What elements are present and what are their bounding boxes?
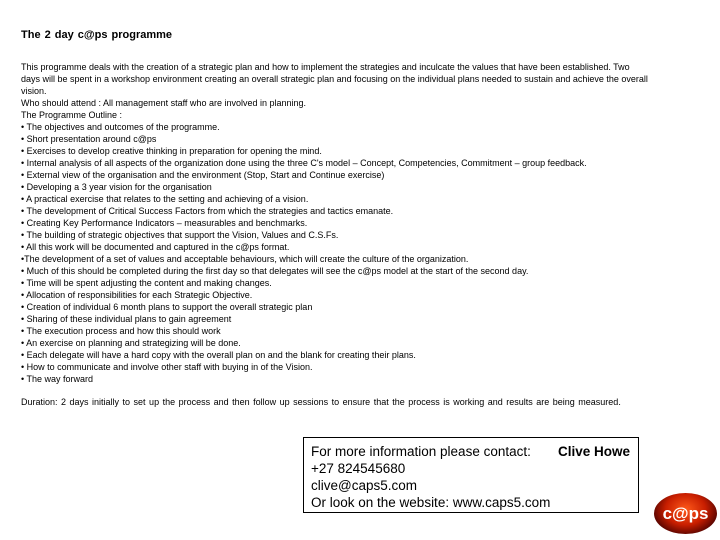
outline-item: • Time will be spent adjusting the content and making changes. (21, 278, 272, 288)
outline-item: • Short presentation around c@ps (21, 134, 157, 144)
intro-line: vision. (21, 86, 47, 96)
outline-item: • How to communicate and involve other staff with buying in of the Vision. (21, 362, 313, 372)
contact-box (303, 437, 639, 513)
caps-logo (654, 493, 717, 534)
outline-item: • External view of the organisation and the environment (Stop, Start and Continue exercise) (21, 170, 385, 180)
programme-body (21, 61, 648, 384)
outline-item: •The development of a set of values and acceptable behaviours, which will create the culture of the organization. (21, 254, 469, 264)
outline-item: • Exercises to develop creative thinking in preparation for opening the mind. (21, 146, 322, 156)
outline-item: • An exercise on planning and strategizing will be done. (21, 338, 241, 348)
intro-line: This programme deals with the creation of a strategic plan and how to implement the strategies and inculcate the values that have been established. Two (21, 62, 630, 72)
outline-item: • A practical exercise that relates to the setting and achieving of a vision. (21, 194, 309, 204)
outline-item: • Each delegate will have a hard copy with the overall plan on and the blank for creating their plans. (21, 350, 416, 360)
outline-item: • The development of Critical Success Factors from which the strategies and tactics emanate. (21, 206, 394, 216)
outline-item: • The way forward (21, 374, 94, 384)
contact-name: Clive Howe (557, 444, 630, 459)
contact-first-row (311, 443, 630, 460)
outline-item: • Much of this should be completed during the first day so that delegates will see the c@ps model at the start of the second day. (21, 266, 529, 276)
outline-item: • Internal analysis of all aspects of the organization done using the three C's model – Concept, Competencies, Commitment – group feedback. (21, 158, 587, 168)
page-title: The 2 day c@ps programme (21, 29, 173, 41)
outline-item: • The execution process and how this should work (21, 326, 221, 336)
outline-item: • Creation of individual 6 month plans to support the overall strategic plan (21, 302, 313, 312)
outline-item: • Developing a 3 year vision for the organisation (21, 182, 212, 192)
contact-label: For more information please contact: (311, 444, 531, 459)
contact-phone: +27 824545680 (311, 461, 406, 476)
logo-text: c@ps (662, 503, 709, 523)
duration-text: Duration: 2 days initially to set up the process and then follow up sessions to ensure that the process is working and results are being measured. (21, 397, 621, 407)
outline-item: • All this work will be documented and captured in the c@ps format. (21, 242, 290, 252)
who-should-attend: Who should attend : All management staff who are involved in planning. (21, 98, 307, 108)
outline-item: • Sharing of these individual plans to gain agreement (21, 314, 232, 324)
contact-email: clive@caps5.com (311, 478, 417, 493)
outline-heading: The Programme Outline : (21, 110, 123, 120)
outline-list (21, 121, 648, 384)
outline-item: • The objectives and outcomes of the programme. (21, 122, 220, 132)
intro-line: days will be spent in a workshop environment creating an overall strategic plan and focusing on the individual plans needed to sustain and achieve the overall (21, 74, 648, 84)
contact-website: Or look on the website: www.caps5.com (311, 495, 551, 510)
outline-item: • The building of strategic objectives that support the Vision, Values and C.S.Fs. (21, 230, 339, 240)
outline-item: • Allocation of responsibilities for each Strategic Objective. (21, 290, 253, 300)
outline-item: • Creating Key Performance Indicators – measurables and benchmarks. (21, 218, 308, 228)
